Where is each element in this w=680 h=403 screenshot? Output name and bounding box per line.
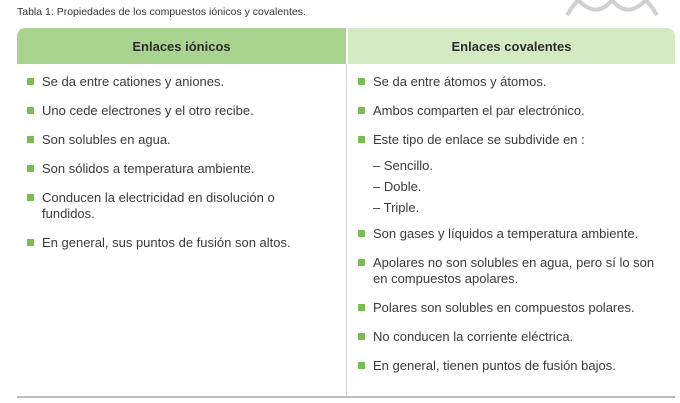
list-item: En general, tienen puntos de fusión bajos.: [358, 358, 668, 374]
list-item: Apolares no son solubles en agua, pero sí lo son en compuestos apolares.: [358, 255, 668, 287]
list-item: Son solubles en agua.: [27, 132, 327, 148]
subtype-item: – Doble.: [373, 179, 422, 194]
header-ionic: Enlaces iónicos: [17, 28, 346, 64]
list-item: Polares son solubles en compuestos polares.: [358, 300, 668, 316]
subtype-list: [358, 158, 668, 216]
list-item: Conducen la electricidad en disolución o fundidos.: [27, 190, 327, 222]
square-bullet-icon: [27, 239, 34, 246]
square-bullet-icon: [27, 136, 34, 143]
covalent-list: [358, 74, 668, 387]
square-bullet-icon: [358, 304, 365, 311]
header-covalent: Enlaces covalentes: [348, 28, 675, 64]
square-bullet-icon: [358, 107, 365, 114]
list-item: Ambos comparten el par electrónico.: [358, 103, 668, 119]
list-item: Este tipo de enlace se subdivide en :: [358, 132, 668, 148]
square-bullet-icon: [358, 230, 365, 237]
square-bullet-icon: [358, 78, 365, 85]
subtype-item: – Sencillo.: [373, 158, 433, 173]
square-bullet-icon: [27, 107, 34, 114]
square-bullet-icon: [27, 78, 34, 85]
square-bullet-icon: [358, 136, 365, 143]
list-item: Se da entre átomos y átomos.: [358, 74, 668, 90]
decorative-logo-icon: [562, 0, 662, 20]
table-header: [17, 28, 675, 64]
list-item: Son gases y líquidos a temperatura ambiente.: [358, 226, 668, 242]
square-bullet-icon: [358, 333, 365, 340]
list-item: No conducen la corriente eléctrica.: [358, 329, 668, 345]
ionic-list: [27, 74, 327, 264]
list-item: Se da entre cationes y aniones.: [27, 74, 327, 90]
properties-table: [17, 28, 675, 398]
square-bullet-icon: [27, 194, 34, 201]
square-bullet-icon: [358, 362, 365, 369]
list-item: Uno cede electrones y el otro recibe.: [27, 103, 327, 119]
square-bullet-icon: [27, 165, 34, 172]
list-item: En general, sus puntos de fusión son altos.: [27, 235, 327, 251]
column-divider: [346, 64, 347, 396]
list-item: Son sólidos a temperatura ambiente.: [27, 161, 327, 177]
table-bottom-rule: [17, 396, 675, 398]
subtype-item: – Triple.: [373, 200, 420, 215]
square-bullet-icon: [358, 259, 365, 266]
table-caption: Tabla 1: Propiedades de los compuestos iónicos y covalentes.: [17, 6, 306, 18]
